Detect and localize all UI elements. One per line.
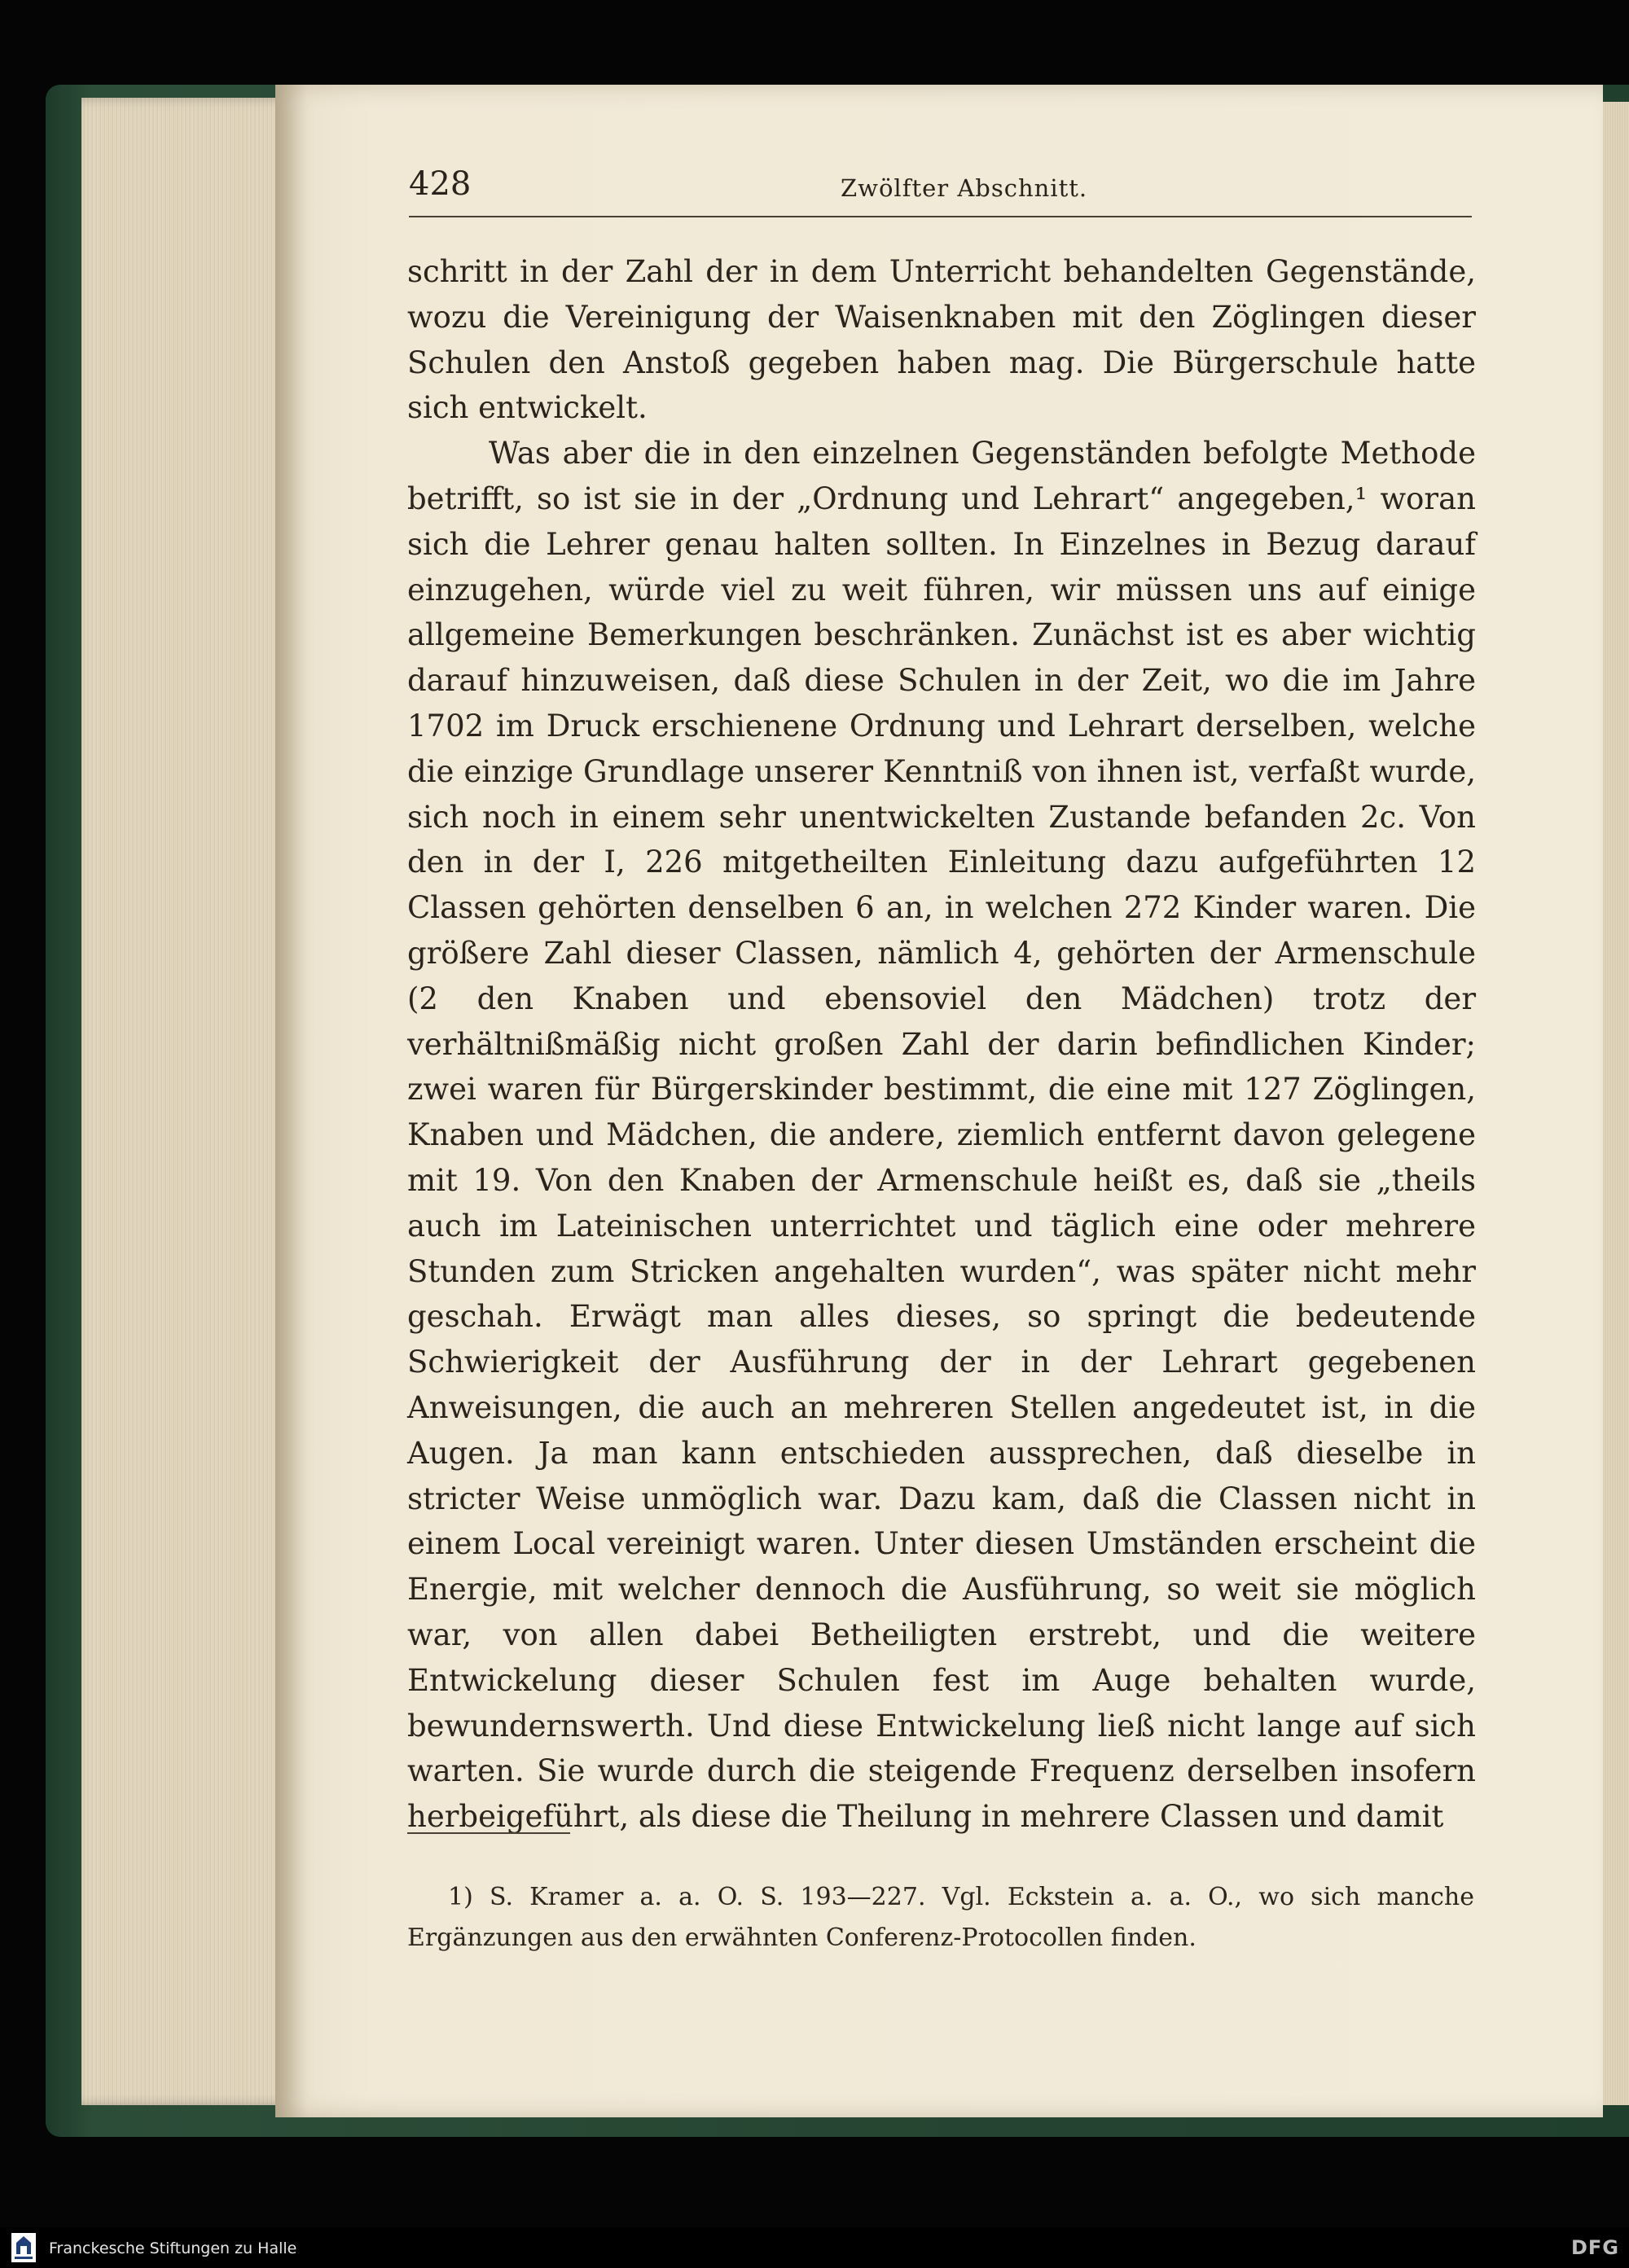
footnote-text: 1) S. Kramer a. a. O. S. 193—227. Vgl. Eckstein a. a. O., wo sich manche Ergänzungen aus den erwähnten Conferenz-Protocollen finden. <box>407 1883 1474 1952</box>
page-header <box>409 165 1472 217</box>
page-number: 428 <box>409 165 472 203</box>
footnote-divider <box>407 1832 570 1834</box>
body-text <box>407 249 1476 1840</box>
dfg-logo: DFG <box>1570 2236 1619 2259</box>
paragraph-2: Was aber die in den einzelnen Gegenständen befolgte Methode betrifft, so ist sie in der „Ordnung und Lehrart“ angegeben,¹ woran sich die Lehrer genau halten sollten. In Einzelnes in Bezug darauf einzugehen, würde viel zu weit führen, wir müssen uns auf einige allgemeine Bemerkungen beschränken. Zunächst ist es aber wichtig darauf hinzuweisen, daß diese Schulen in der Zeit, wo die im Jahre 1702 im Druck erschienene Ordnung und Lehrart derselben, welche die einzige Grundlage unserer Kenntniß von ihnen ist, verfaßt wurde, sich noch in einem sehr unentwickelten Zustande befanden 2c. Von den in der I, 226 mitgetheilten Einleitung dazu aufgeführten 12 Classen gehörten denselben 6 an, in welchen 272 Kinder waren. Die größere Zahl dieser Classen, nämlich 4, gehörten der Armenschule (2 den Knaben und ebensoviel den Mädchen) trotz der verhältnißmäßig nicht großen Zahl der darin befindlichen Kinder; zwei waren für Bürgerskinder bestimmt, die eine mit 127 Zöglingen, Knaben und Mädchen, die andere, ziemlich entfernt davon gelegene mit 19. Von den Knaben der Armenschule heißt es, daß sie „theils auch im Lateinischen unterrichtet und täglich eine oder mehrere Stunden zum Stricken angehalten wurden“, was später nicht mehr geschah. Erwägt man alles dieses, so springt die bedeutende Schwierigkeit der Ausführung der in der Lehrart gegebenen Anweisungen, die auch an mehreren Stellen angedeutet ist, in die Augen. Ja man kann entschieden aussprechen, daß dieselbe in stricter Weise unmöglich war. Dazu kam, daß die Classen nicht in einem Local vereinigt waren. Unter diesen Umständen erscheint die Energie, mit welcher dennoch die Ausführung, so weit sie möglich war, von allen dabei Betheiligten erstrebt, und die weitere Entwickelung dieser Schulen fest im Auge behalten wurde, bewundernswerth. Und diese Entwickelung ließ nicht lange auf sich warten. Sie wurde durch die steigende Frequenz derselben insofern herbeigeführt, als diese die Theilung in mehrere Classen und damit <box>407 436 1476 1835</box>
franckesche-stiftungen-logo <box>11 2233 36 2262</box>
footnote <box>407 1877 1474 1959</box>
paragraph-1: schritt in der Zahl der in dem Unterricht behandelten Gegenstände, wozu die Vereinigung der Waisenknaben mit den Zöglingen dieser Schulen den Anstoß gegeben haben mag. Die Bürgerschule hatte sich entwickelt. <box>407 254 1476 426</box>
page-block-left <box>81 98 295 2105</box>
institution-label: Franckesche Stiftungen zu Halle <box>49 2239 297 2257</box>
running-title: Zwölfter Abschnitt. <box>841 174 1088 202</box>
